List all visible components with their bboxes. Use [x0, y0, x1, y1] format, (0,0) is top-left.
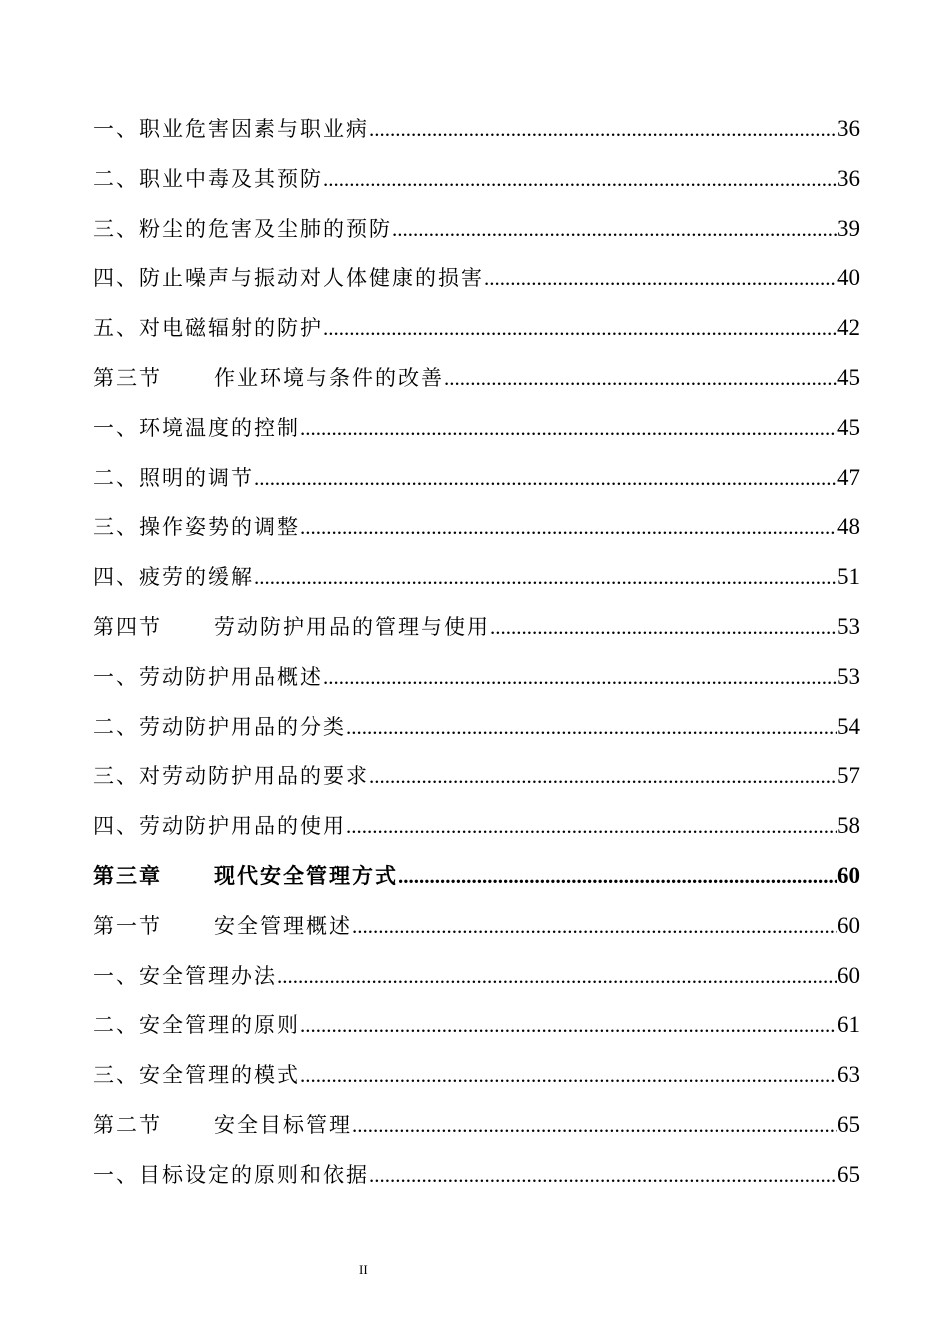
toc-dot-leader	[369, 119, 837, 140]
toc-entry[interactable]	[93, 914, 860, 964]
toc-dot-leader	[444, 368, 837, 389]
toc-entry[interactable]	[93, 565, 860, 615]
toc-entry[interactable]	[93, 1013, 860, 1063]
toc-entry-title: 二、劳动防护用品的分类	[93, 714, 346, 739]
toc-entry[interactable]	[93, 1063, 860, 1113]
toc-dot-leader	[346, 717, 837, 738]
toc-entry[interactable]	[93, 764, 860, 814]
toc-dot-leader	[392, 219, 837, 240]
toc-entry-page: 39	[837, 215, 860, 241]
toc-entry-prefix: 第二节	[93, 1112, 162, 1137]
toc-entry-title: 三、操作姿势的调整	[93, 515, 300, 540]
toc-dot-leader	[254, 567, 837, 588]
toc-entry-title: 四、劳动防护用品的使用	[93, 814, 346, 839]
toc-entry-page: 36	[837, 116, 860, 141]
toc-entry-prefix: 第三节	[93, 365, 162, 390]
toc-entry[interactable]	[93, 217, 860, 267]
toc-dot-leader	[323, 169, 837, 190]
toc-entry-page: 45	[837, 364, 860, 390]
toc-dot-leader	[346, 816, 837, 837]
toc-dot-leader	[300, 517, 837, 538]
toc-entry-page: 65	[837, 1161, 860, 1187]
toc-entry-title: 一、安全管理办法	[93, 963, 277, 988]
toc-entry[interactable]	[93, 1163, 860, 1213]
toc-entry-page: 54	[837, 713, 860, 739]
toc-entry-page: 53	[837, 663, 860, 689]
toc-entry[interactable]	[93, 615, 860, 665]
toc-dot-leader	[369, 766, 837, 787]
toc-entry-prefix: 第四节	[93, 614, 162, 639]
toc-dot-leader	[254, 468, 837, 489]
toc-entry-page: 53	[837, 613, 860, 639]
toc-entry-title: 安全目标管理	[214, 1112, 352, 1137]
toc-entry-title: 五、对电磁辐射的防护	[93, 316, 323, 341]
toc-entry[interactable]	[93, 167, 860, 217]
toc-dot-leader	[352, 1115, 837, 1136]
toc-entry[interactable]	[93, 864, 860, 914]
toc-entry-title: 安全管理概述	[214, 913, 352, 938]
toc-dot-leader	[484, 268, 837, 289]
toc-entry-page: 65	[837, 1111, 860, 1137]
toc-entry[interactable]	[93, 1113, 860, 1163]
toc-entry-title: 一、环境温度的控制	[93, 415, 300, 440]
toc-entry-prefix: 第一节	[93, 913, 162, 938]
toc-entry-page: 61	[837, 1012, 860, 1038]
toc-dot-leader	[490, 617, 837, 638]
toc-entry[interactable]	[93, 964, 860, 1014]
toc-entry-prefix: 第三章	[93, 862, 162, 888]
toc-entry-title: 三、对劳动防护用品的要求	[93, 764, 369, 789]
toc-entry-title: 劳动防护用品的管理与使用	[214, 614, 490, 639]
toc-entry-title: 作业环境与条件的改善	[214, 365, 444, 390]
toc-entry-title: 一、目标设定的原则和依据	[93, 1162, 369, 1187]
toc-entry-page: 45	[837, 414, 860, 440]
toc-entry-page: 60	[837, 862, 860, 888]
toc-entry-page: 42	[837, 315, 860, 341]
toc-dot-leader	[369, 1165, 837, 1186]
toc-entry[interactable]	[93, 416, 860, 466]
toc-entry-title: 二、照明的调节	[93, 465, 254, 490]
toc-dot-leader	[398, 866, 837, 887]
toc-entry-title: 一、劳动防护用品概述	[93, 664, 323, 689]
toc-entry-page: 57	[837, 763, 860, 789]
toc-entry[interactable]	[93, 466, 860, 516]
toc-entry-title: 二、职业中毒及其预防	[93, 166, 323, 191]
toc-entry-page: 58	[837, 813, 860, 839]
toc-entry[interactable]	[93, 316, 860, 366]
toc-dot-leader	[323, 318, 837, 339]
toc-dot-leader	[352, 916, 837, 937]
toc-entry-page: 48	[837, 514, 860, 540]
page-number: II	[359, 1262, 368, 1277]
toc-dot-leader	[300, 1015, 837, 1036]
toc-entry[interactable]	[93, 515, 860, 565]
toc-entry-page: 51	[837, 564, 860, 590]
toc-entry-page: 40	[837, 265, 860, 291]
toc-entry-page: 47	[837, 464, 860, 490]
toc-entry-page: 60	[837, 962, 860, 988]
toc-entry[interactable]	[93, 366, 860, 416]
toc-entry-title: 三、安全管理的模式	[93, 1063, 300, 1088]
toc-entry-page: 60	[837, 912, 860, 938]
toc-entry[interactable]	[93, 814, 860, 864]
toc-entry-page: 63	[837, 1062, 860, 1088]
toc-dot-leader	[300, 418, 837, 439]
toc-entry[interactable]	[93, 715, 860, 765]
toc-entry-title: 四、疲劳的缓解	[93, 565, 254, 590]
toc-dot-leader	[277, 966, 837, 987]
toc-dot-leader	[300, 1065, 837, 1086]
toc-entry[interactable]	[93, 266, 860, 316]
toc-entry-title: 一、职业危害因素与职业病	[93, 117, 369, 141]
toc-entry-title: 四、防止噪声与振动对人体健康的损害	[93, 266, 484, 291]
toc-entry-title: 现代安全管理方式	[214, 862, 398, 888]
toc-entry-title: 三、粉尘的危害及尘肺的预防	[93, 216, 392, 241]
toc-entry-title: 二、安全管理的原则	[93, 1013, 300, 1038]
table-of-contents	[93, 117, 860, 1213]
toc-entry[interactable]	[93, 665, 860, 715]
toc-entry-page: 36	[837, 165, 860, 191]
toc-dot-leader	[323, 667, 837, 688]
toc-entry[interactable]	[93, 117, 860, 167]
